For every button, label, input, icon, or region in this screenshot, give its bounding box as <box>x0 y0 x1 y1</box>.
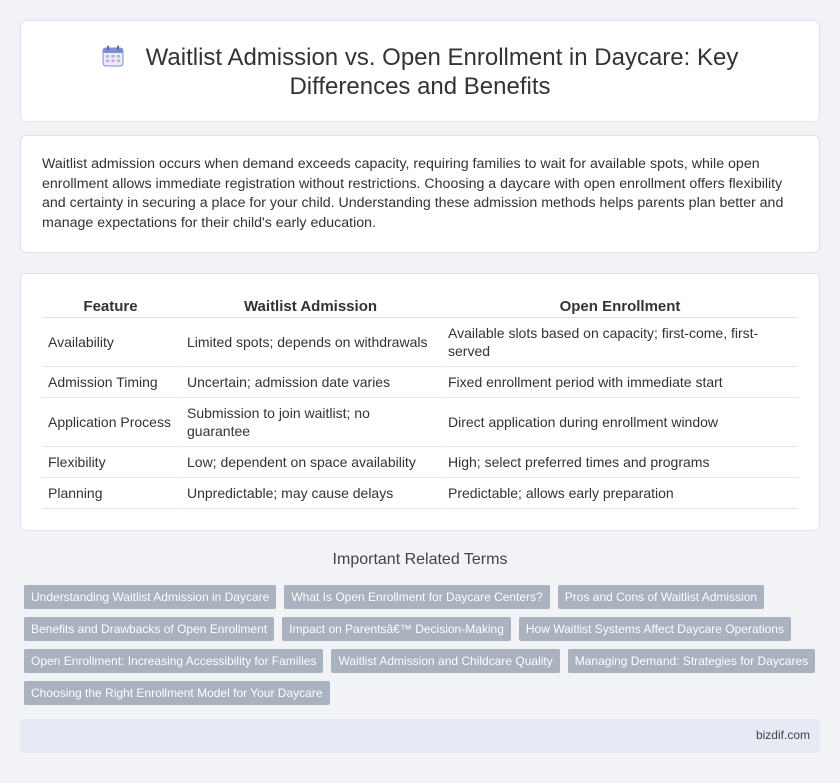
related-term-tag[interactable]: Managing Demand: Strategies for Daycares <box>568 649 815 673</box>
table-cell: Unpredictable; may cause delays <box>179 478 440 509</box>
table-cell: High; select preferred times and programs <box>440 447 798 478</box>
table-cell: Available slots based on capacity; first-come, first-served <box>440 318 798 367</box>
related-term-tag[interactable]: How Waitlist Systems Affect Daycare Operations <box>519 617 791 641</box>
table-cell: Availability <box>42 318 179 367</box>
table-cell: Fixed enrollment period with immediate start <box>440 367 798 398</box>
related-term-tag[interactable]: Impact on Parentsâ€™ Decision-Making <box>282 617 511 641</box>
table-row <box>42 367 798 398</box>
table-cell: Low; dependent on space availability <box>179 447 440 478</box>
related-term-tag[interactable]: Benefits and Drawbacks of Open Enrollment <box>24 617 274 641</box>
related-term-tag[interactable]: Pros and Cons of Waitlist Admission <box>558 585 764 609</box>
related-term-tag[interactable]: Open Enrollment: Increasing Accessibility for Families <box>24 649 323 673</box>
table-cell: Predictable; allows early preparation <box>440 478 798 509</box>
table-row <box>42 478 798 509</box>
table-cell: Limited spots; depends on withdrawals <box>179 318 440 367</box>
related-term-tag[interactable]: Waitlist Admission and Childcare Quality <box>331 649 559 673</box>
comparison-card <box>20 273 820 531</box>
table-cell: Application Process <box>42 398 179 447</box>
table-cell: Submission to join waitlist; no guarantee <box>179 398 440 447</box>
related-term-tag[interactable]: Choosing the Right Enrollment Model for Your Daycare <box>24 681 330 705</box>
related-terms-list <box>24 585 824 713</box>
page-title-wrap <box>21 43 819 101</box>
footer-brand-link[interactable]: bizdif.com <box>755 728 810 742</box>
table-cell: Admission Timing <box>42 367 179 398</box>
header-feature: Feature <box>42 296 179 318</box>
table-row <box>42 318 798 367</box>
table-cell: Planning <box>42 478 179 509</box>
related-terms-title: Important Related Terms <box>332 551 508 568</box>
header-card <box>20 20 820 122</box>
intro-text: Waitlist admission occurs when demand exceeds capacity, requiring families to wait for available spots, while open enrollment allows immediate registration without restrictions. Choosing a daycare with open enrollment offers flexibility and certainty in securing a place for your child. Understanding these admission methods helps parents plan better and manage expectations for their child's early education. <box>42 156 784 231</box>
calendar-icon <box>102 45 124 67</box>
table-cell: Flexibility <box>42 447 179 478</box>
intro-card <box>20 135 820 253</box>
header-open-enrollment: Open Enrollment <box>440 296 798 318</box>
page-title: Waitlist Admission vs. Open Enrollment in Daycare: Key Differences and Benefits <box>145 44 739 100</box>
table-cell: Uncertain; admission date varies <box>179 367 440 398</box>
related-term-tag[interactable]: Understanding Waitlist Admission in Daycare <box>24 585 276 609</box>
table-row <box>42 447 798 478</box>
table-row <box>42 398 798 447</box>
footer-bar <box>20 719 820 753</box>
header-waitlist: Waitlist Admission <box>179 296 440 318</box>
table-cell: Direct application during enrollment window <box>440 398 798 447</box>
related-term-tag[interactable]: What Is Open Enrollment for Daycare Centers? <box>284 585 549 609</box>
comparison-table <box>42 296 798 509</box>
